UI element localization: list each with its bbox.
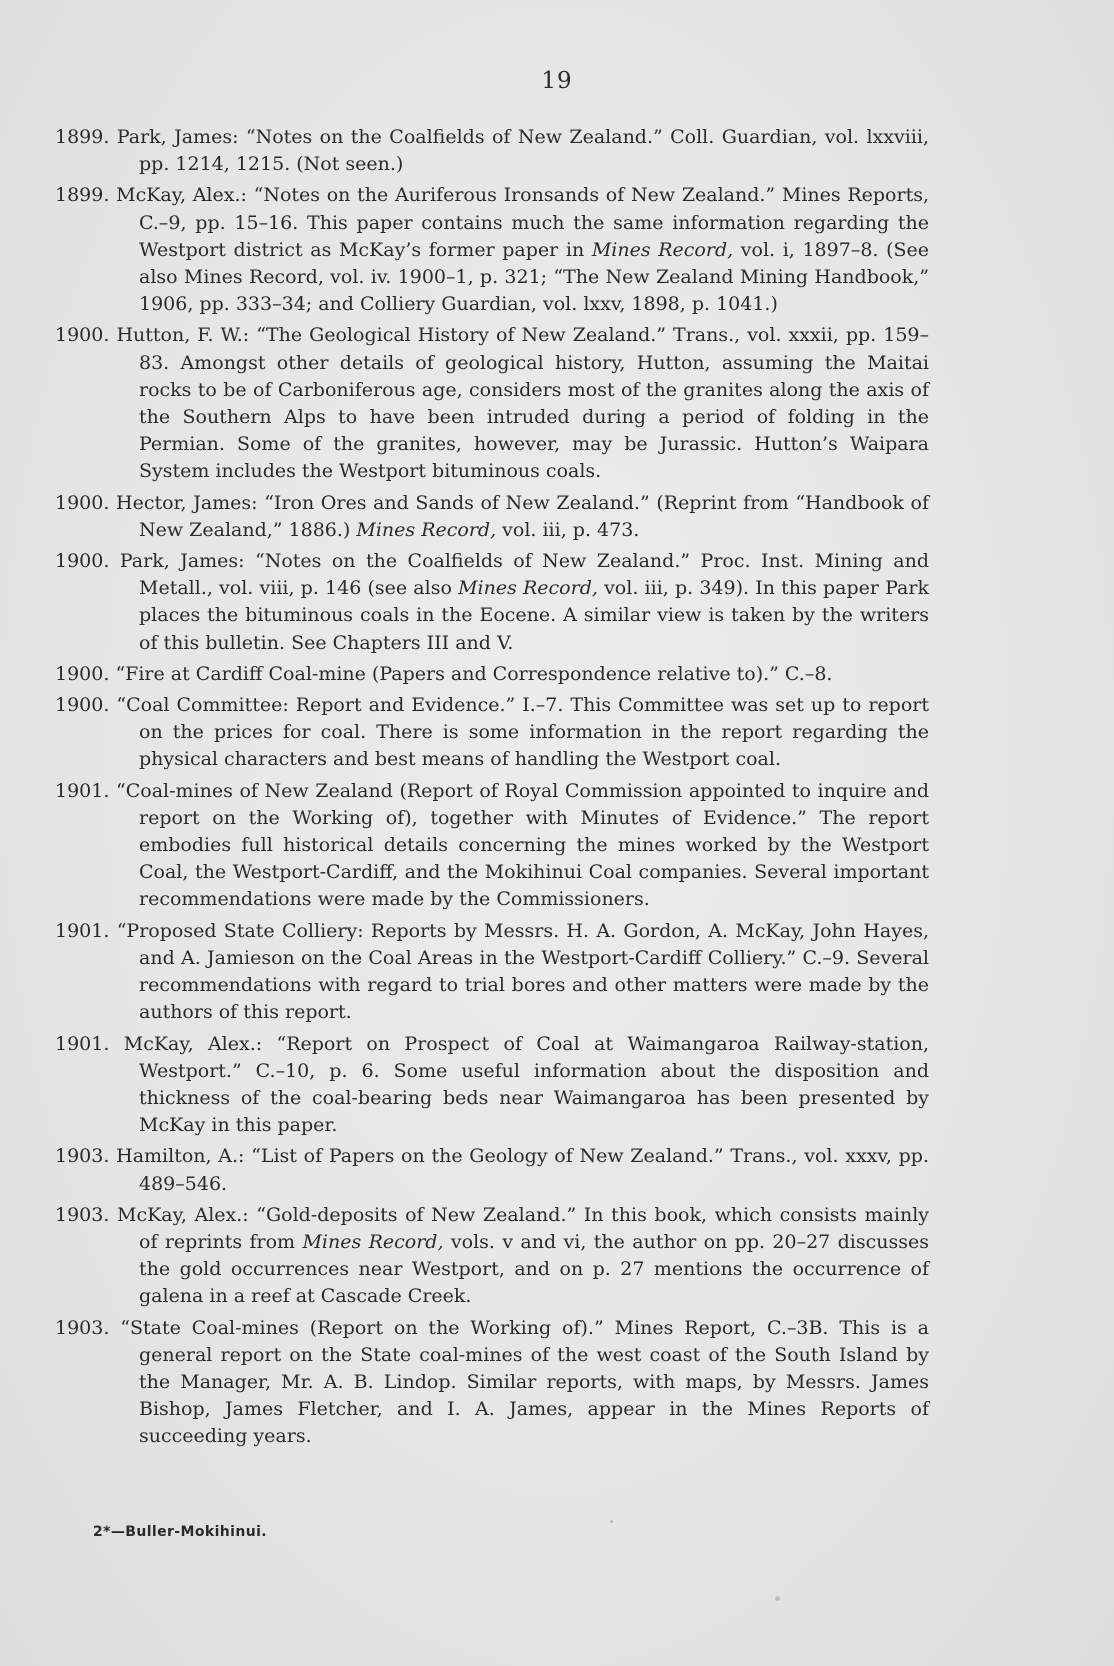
entry-year: 1901.	[55, 919, 110, 942]
bibliography-entry	[55, 182, 929, 318]
paper-speck	[775, 1596, 780, 1601]
entry-year: 1899.	[55, 184, 110, 207]
entry-text: Park, James: “Notes on the Coalfields of New Zealand.” Proc. Inst. Mining and Metall., vol. viii, p. 146 (see also	[119, 550, 929, 600]
bibliography-entry	[55, 692, 929, 774]
entry-text: “State Coal-mines (Report on the Working of).” Mines Report, C.–3B. This is a general report on the State coal-mines of the west coast of the South Island by the Manager, Mr. A. B. Lindop. Similar reports, with maps, by Messrs. James Bishop, James Fletcher, and I. A. James, appear in the Mines Reports of succeeding years.	[120, 1316, 929, 1448]
entry-text: McKay, Alex.: “Report on Prospect of Coal at Waimangaroa Railway-station, Westport.” C.–10, p. 6. Some useful information about the disposition and thickness of the coal-bearing beds near Waimangaroa has been presented by McKay in this paper.	[123, 1032, 929, 1137]
bibliography-list	[55, 124, 929, 1455]
entry-italic: Mines Record,	[302, 1230, 444, 1253]
page-number: 19	[541, 68, 573, 94]
entry-text: Hutton, F. W.: “The Geological History of New Zealand.” Trans., vol. xxxii, pp. 159–83. Amongst other details of geological history, Hutton, assuming the Maitai rocks to be of Carboniferous age, considers most of the granites along the axis of the Southern Alps to have been intruded during a period of folding in the Permian. Some of the granites, however, may be Jurassic. Hutton’s Waipara System includes the Westport bituminous coals.	[116, 324, 930, 483]
bibliography-entry	[55, 322, 929, 485]
bibliography-entry	[55, 1143, 929, 1197]
entry-year: 1901.	[55, 1032, 110, 1055]
entry-year: 1903.	[55, 1316, 110, 1339]
entry-year: 1900.	[55, 694, 110, 717]
bibliography-entry	[55, 1315, 929, 1451]
entry-text-tail: vol. iii, p. 473.	[496, 518, 640, 541]
entry-text: Park, James: “Notes on the Coalfields of New Zealand.” Coll. Guardian, vol. lxxviii, pp. 1214, 1215. (Not seen.)	[116, 126, 929, 176]
bibliography-entry	[55, 918, 929, 1027]
entry-year: 1899.	[55, 126, 110, 148]
entry-year: 1900.	[55, 550, 110, 573]
entry-text-tail: vol. iii, p. 349). In this paper Park places the bituminous coals in the Eocene. A similar view is taken by the writers of this bulletin. See Chapters III and V.	[139, 577, 929, 654]
signature-mark: 2*—Buller-Mokihinui.	[93, 1524, 267, 1540]
entry-year: 1903.	[55, 1145, 110, 1168]
bibliography-entry	[55, 124, 929, 178]
entry-year: 1900.	[55, 662, 110, 685]
entry-year: 1900.	[55, 491, 110, 514]
entry-text: “Coal-mines of New Zealand (Report of Royal Commission appointed to inquire and report on the Working of), together with Minutes of Evidence.” The report embodies full historical details concerning the mines worked by the Westport Coal, the Westport-Cardiff, and the Mokihinui Coal companies. Several important recommendations were made by the Commissioners.	[116, 779, 929, 911]
entry-text: “Fire at Cardiff Coal-mine (Papers and Correspondence relative to).” C.–8.	[115, 662, 833, 685]
entry-text: “Coal Committee: Report and Evidence.” I.–7. This Committee was set up to report on the prices for coal. There is some information in the report regarding the physical characters and best means of handling the Westport coal.	[116, 694, 929, 771]
entry-text: Hector, James: “Iron Ores and Sands of New Zealand.” (Reprint from “Handbook of New Zealand,” 1886.)	[116, 491, 929, 541]
entry-italic: Mines Record,	[356, 518, 497, 541]
entry-text: McKay, Alex.: “Notes on the Auriferous Ironsands of New Zealand.” Mines Reports, C.–9, pp. 15–16. This paper contains much the same information regarding the Westport district as McKay’s former paper in	[116, 184, 929, 261]
bibliography-entry	[55, 1031, 929, 1140]
bibliography-entry	[55, 778, 929, 914]
bibliography-entry	[55, 490, 929, 544]
entry-text: Hamilton, A.: “List of Papers on the Geology of New Zealand.” Trans., vol. xxxv, pp. 489–546.	[116, 1145, 929, 1195]
bibliography-entry	[55, 1202, 929, 1311]
entry-text-tail: vols. v and vi, the author on pp. 20–27 discusses the gold occurrences near Westport, and on p. 27 mentions the occurrence of galena in a reef at Cascade Creek.	[139, 1230, 929, 1308]
entry-text: “Proposed State Colliery: Reports by Messrs. H. A. Gordon, A. McKay, John Hayes, and A. Jamieson on the Coal Areas in the Westport-Cardiff Colliery.” C.–9. Several recommendations with regard to trial bores and other matters were made by the authors of this report.	[116, 919, 930, 1024]
bibliography-entry	[55, 661, 929, 688]
paper-speck	[610, 1520, 613, 1523]
entry-year: 1901.	[55, 779, 110, 802]
entry-year: 1900.	[55, 324, 110, 347]
entry-year: 1903.	[55, 1203, 110, 1226]
entry-text: McKay, Alex.: “Gold-deposits of New Zealand.” In this book, which consists mainly of reprints from	[117, 1203, 929, 1253]
bibliography-entry	[55, 548, 929, 657]
entry-italic: Mines Record,	[458, 577, 598, 600]
entry-text-tail: vol. i, 1897–8. (See also Mines Record, vol. iv. 1900–1, p. 321; “The New Zealand Mining Handbook,” 1906, pp. 333–34; and Colliery Guardian, vol. lxxv, 1898, p. 1041.)	[139, 238, 929, 316]
entry-italic: Mines Record,	[591, 238, 734, 261]
